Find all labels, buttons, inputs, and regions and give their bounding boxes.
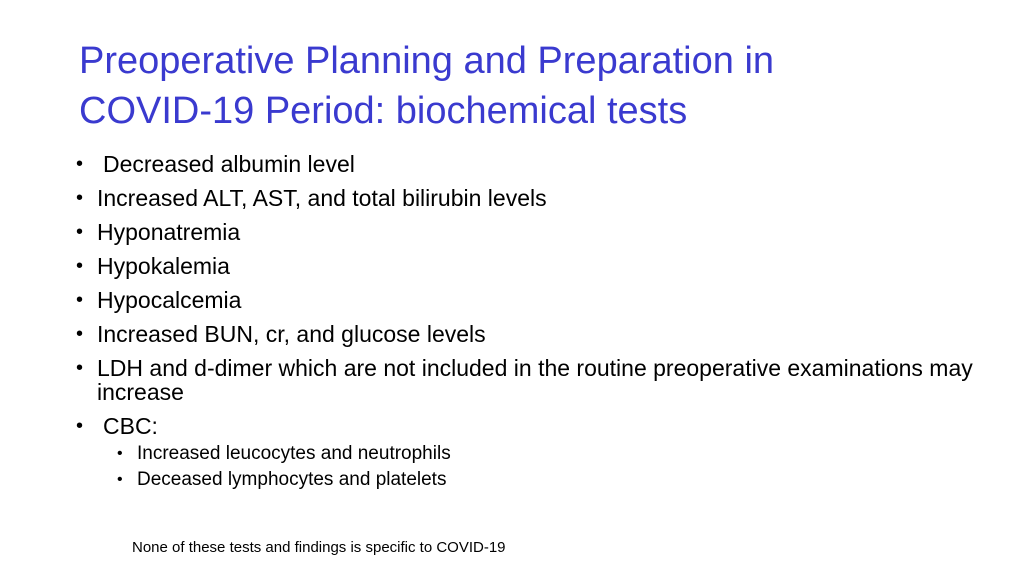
bullet-dot: • [76, 415, 84, 437]
slide-title [79, 36, 979, 136]
title-line-2: COVID-19 Period: biochemical tests [79, 90, 688, 132]
bullet-dot: • [117, 471, 123, 488]
bullet-dot: • [76, 357, 84, 379]
bullet-dot: • [76, 323, 84, 345]
bullet-text: LDH and d-dimer which are not included in the routine preoperative examinations may increase [97, 355, 973, 405]
bullet-dot: • [76, 221, 84, 243]
bullet-item [74, 186, 974, 210]
bullet-dot: • [76, 289, 84, 311]
sub-bullet-text: Increased leucocytes and neutrophils [137, 443, 451, 464]
bullet-item [74, 356, 974, 404]
sub-bullet-text: Deceased lymphocytes and platelets [137, 469, 447, 490]
bullet-item [74, 288, 974, 312]
bullet-text: Hypokalemia [97, 253, 230, 279]
bullet-text: Hypocalcemia [97, 287, 242, 313]
bullet-text: Increased BUN, cr, and glucose levels [97, 321, 486, 347]
bullet-text: CBC: [103, 413, 158, 439]
title-line-1: Preoperative Planning and Preparation in [79, 40, 775, 82]
bullet-dot: • [117, 445, 123, 462]
bullet-text: Hyponatremia [97, 219, 241, 245]
bullet-item [74, 152, 974, 176]
bullet-dot: • [76, 255, 84, 277]
bullet-item-cbc [74, 414, 974, 492]
footnote: None of these tests and findings is specific to COVID-19 [132, 539, 506, 556]
bullet-dot: • [76, 153, 84, 175]
cbc-sub-list [97, 442, 974, 492]
bullet-item [74, 254, 974, 278]
bullet-text: Increased ALT, AST, and total bilirubin levels [97, 185, 547, 211]
bullet-text: Decreased albumin level [103, 151, 355, 177]
bullet-dot: • [76, 187, 84, 209]
bullet-item [74, 220, 974, 244]
sub-bullet-item [117, 468, 974, 492]
sub-bullet-item [117, 442, 974, 466]
bullet-item [74, 322, 974, 346]
bullet-list [74, 152, 974, 502]
